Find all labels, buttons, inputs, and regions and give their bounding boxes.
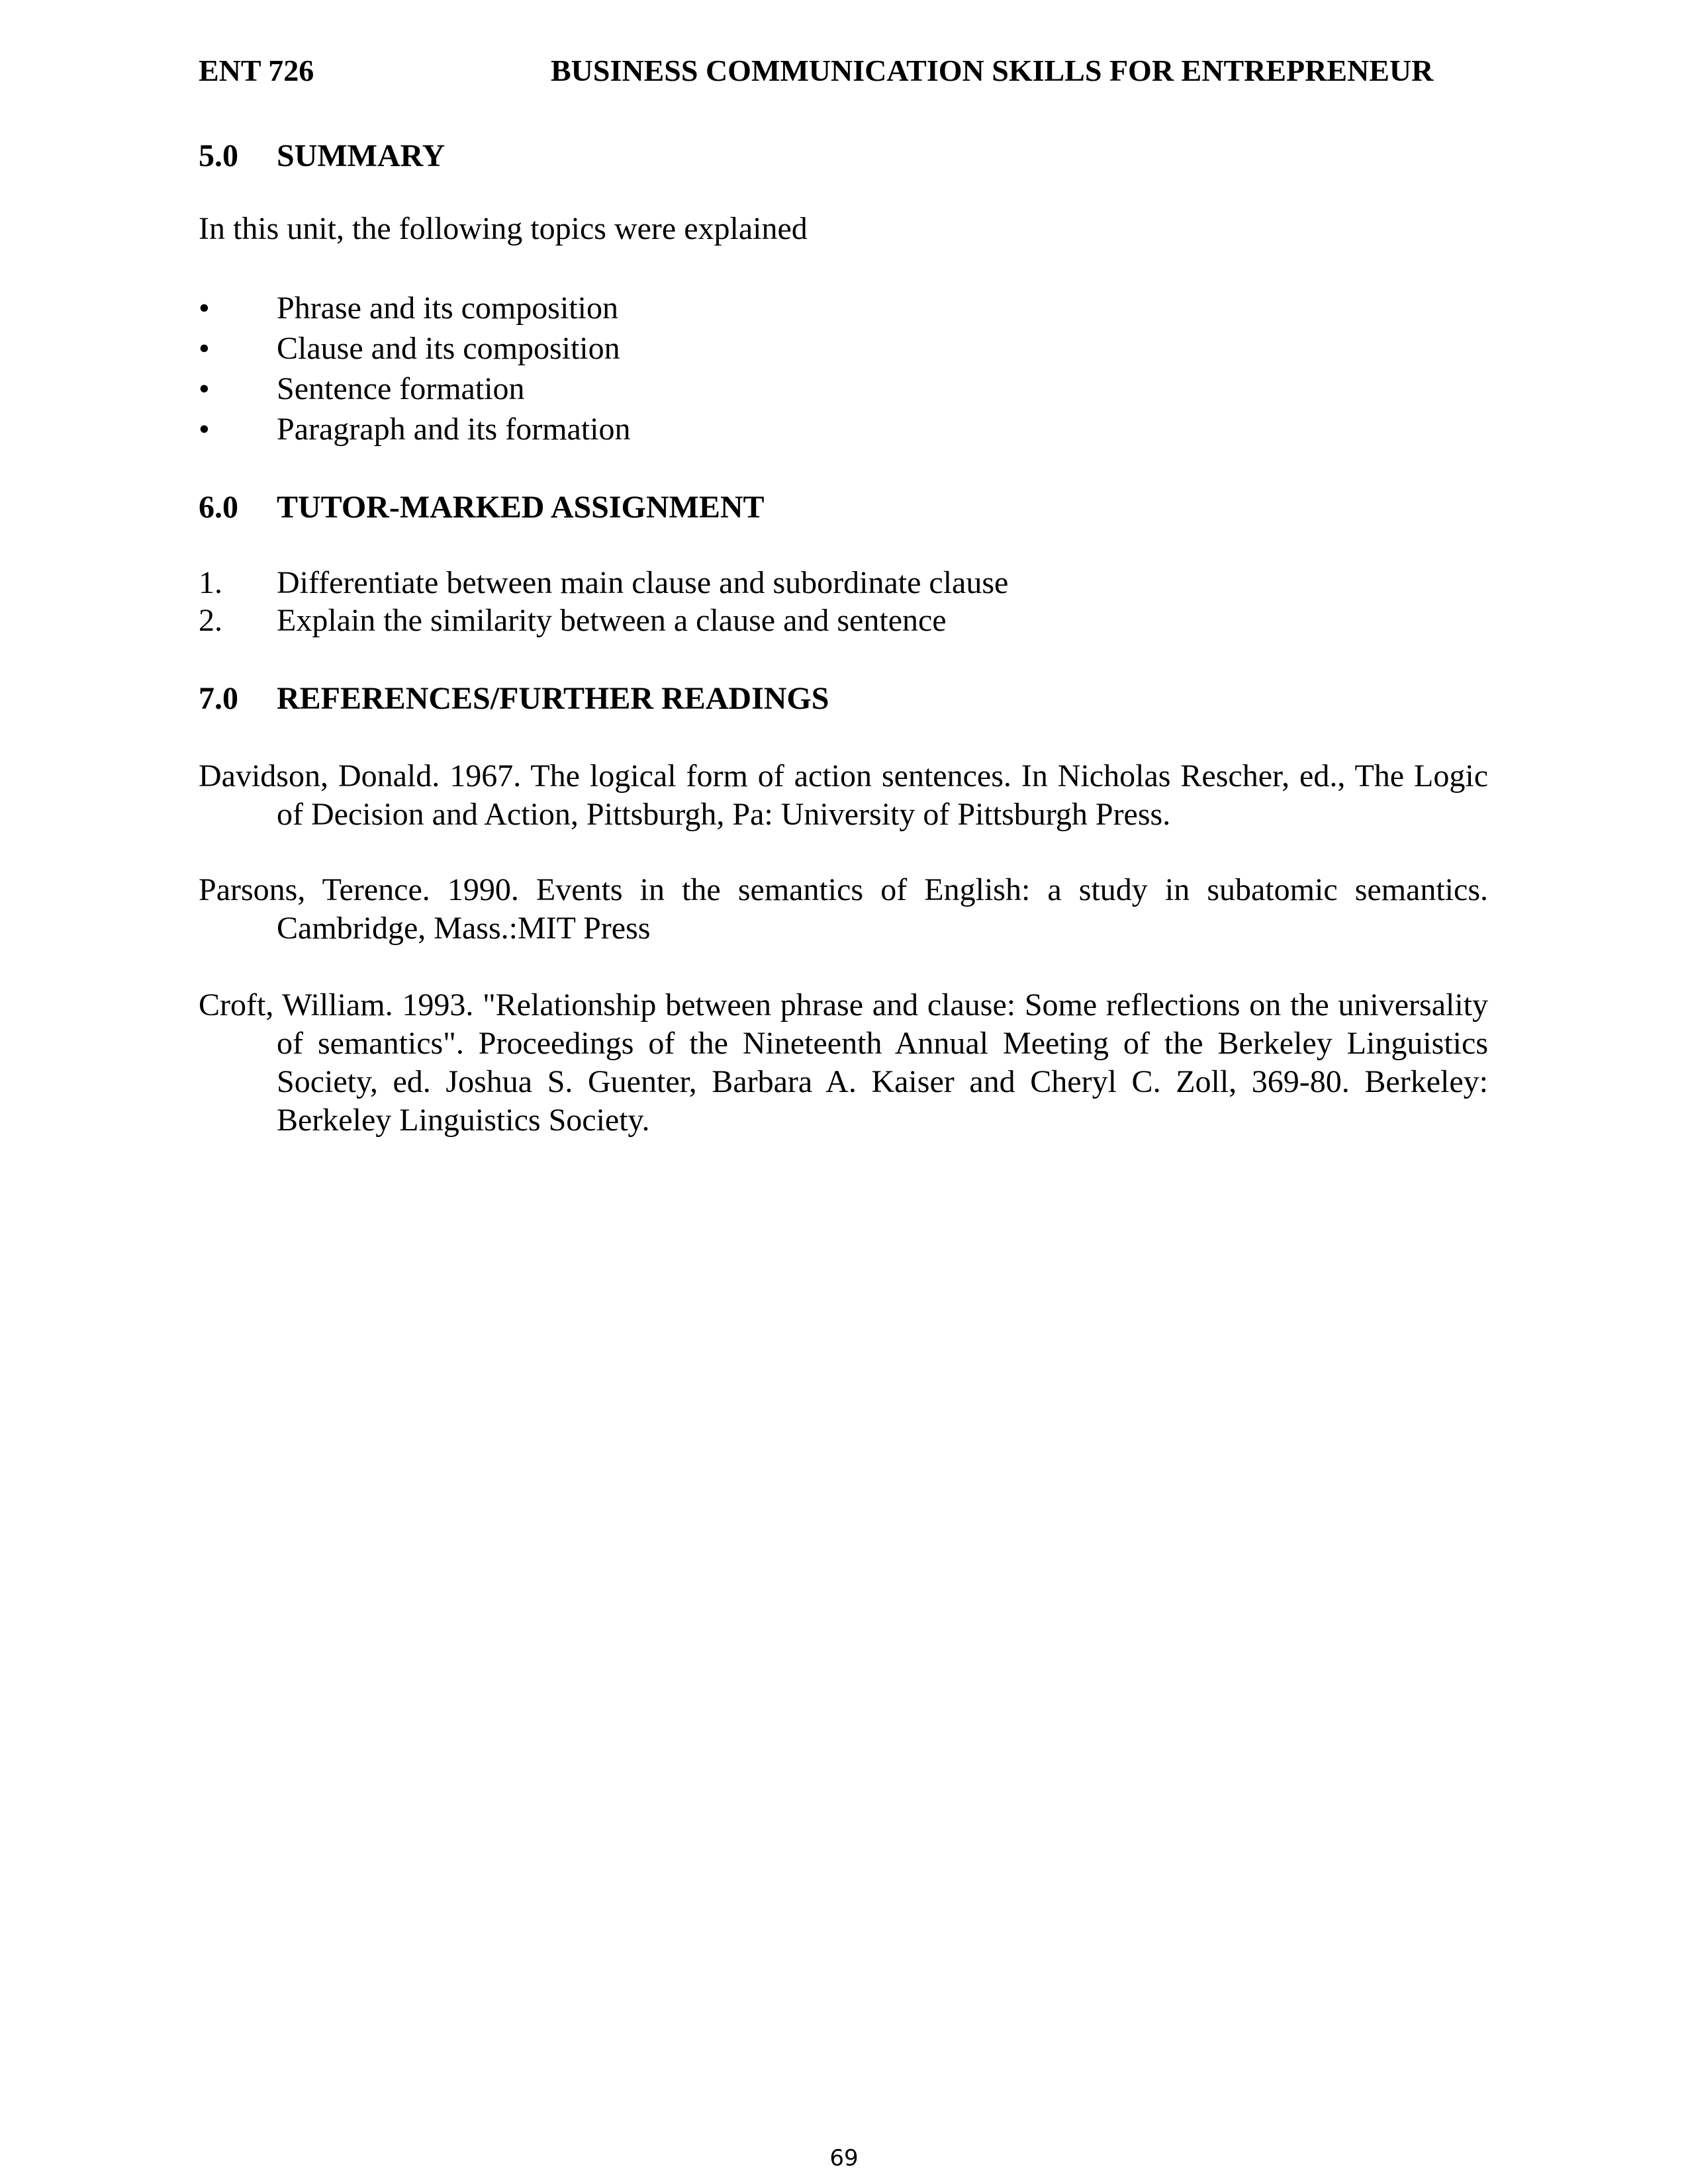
section-heading-summary xyxy=(199,140,445,172)
section-title: TUTOR-MARKED ASSIGNMENT xyxy=(277,490,765,525)
section-title: SUMMARY xyxy=(277,138,445,173)
section-number: 6.0 xyxy=(199,490,238,525)
header-course-code: ENT 726 xyxy=(199,54,314,87)
reference-entry: Croft, William. 1993. "Relationship between phrase and clause: Some reflections on the universality of semantics". Proceedings of the Nineteenth Annual Meeting of the Berkeley Linguistics Society, ed. Joshua S. Guenter, Barbara A. Kaiser and Cheryl C. Zoll, 369-80. Berkeley: Berkeley Linguistics Society. xyxy=(199,987,1488,1138)
header-course-title: BUSINESS COMMUNICATION SKILLS FOR ENTREPRENEUR xyxy=(551,54,1434,87)
list-item-number: 2. xyxy=(199,603,222,638)
list-item xyxy=(199,288,631,328)
summary-intro: In this unit, the following topics were explained xyxy=(199,211,808,246)
assignment-question-list xyxy=(199,564,1008,639)
section-number: 5.0 xyxy=(199,138,238,173)
bullet-marker: • xyxy=(199,331,210,366)
list-item-number: 1. xyxy=(199,565,222,600)
bullet-marker: • xyxy=(199,412,210,447)
bullet-marker: • xyxy=(199,291,210,326)
bullet-marker: • xyxy=(199,371,210,406)
list-item-text: Sentence formation xyxy=(277,371,525,406)
list-item-text: Differentiate between main clause and subordinate clause xyxy=(277,565,1009,600)
list-item xyxy=(199,369,631,409)
list-item xyxy=(199,602,1008,639)
list-item-text: Explain the similarity between a clause and sentence xyxy=(277,603,947,638)
reference-entry: Davidson, Donald. 1967. The logical form of action sentences. In Nicholas Rescher, ed., The Logic of Decision and Action, Pittsburgh, Pa: University of Pittsburgh Press. xyxy=(199,758,1488,832)
section-title: REFERENCES/FURTHER READINGS xyxy=(277,681,829,716)
list-item-text: Paragraph and its formation xyxy=(277,412,631,447)
reference-entry: Parsons, Terence. 1990. Events in the semantics of English: a study in subatomic semantics. Cambridge, Mass.:MIT Press xyxy=(199,872,1488,946)
list-item xyxy=(199,409,631,449)
list-item xyxy=(199,564,1008,602)
summary-topic-list xyxy=(199,288,631,449)
section-heading-assignment xyxy=(199,492,765,523)
list-item-text: Phrase and its composition xyxy=(277,291,618,326)
section-number: 7.0 xyxy=(199,681,238,716)
list-item-text: Clause and its composition xyxy=(277,331,620,366)
section-heading-references xyxy=(199,683,829,715)
page-number: 69 xyxy=(829,2145,859,2171)
list-item xyxy=(199,328,631,369)
